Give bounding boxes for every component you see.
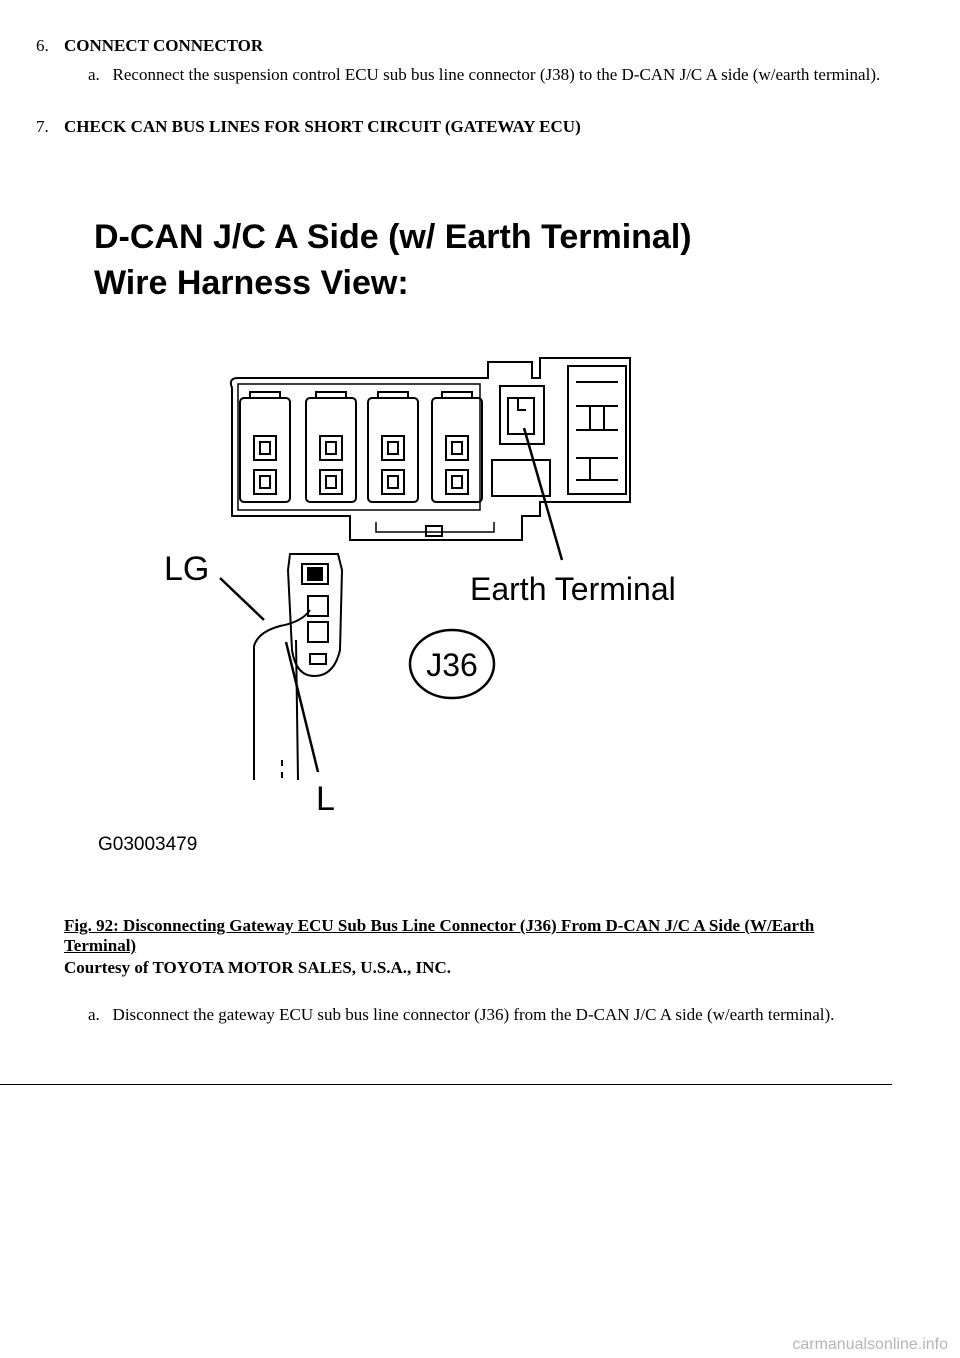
step-number: 7. bbox=[36, 117, 49, 136]
step-number: 6. bbox=[36, 36, 49, 55]
courtesy-line: Courtesy of TOYOTA MOTOR SALES, U.S.A., INC. bbox=[64, 958, 451, 977]
step-6-substep bbox=[88, 64, 894, 85]
wire-color-lg-label: LG bbox=[164, 550, 210, 588]
terminal-cavity-1 bbox=[240, 392, 290, 502]
figure-heading-1: D-CAN J/C A Side (w/ Earth Terminal) bbox=[94, 218, 692, 256]
connector-diagram bbox=[70, 170, 890, 890]
connector-id-label: J36 bbox=[426, 647, 478, 683]
earth-terminal-label: Earth Terminal bbox=[470, 571, 676, 607]
instruction-marker: a. bbox=[88, 1005, 100, 1024]
substep-text: Reconnect the suspension control ECU sub bus line connector (J38) to the D-CAN J/C A side (w/earth terminal). bbox=[112, 65, 881, 84]
side-block bbox=[568, 366, 626, 494]
wire-harness bbox=[254, 610, 310, 784]
junction-connector-housing bbox=[231, 358, 630, 540]
connector-figure bbox=[70, 170, 890, 890]
step-title: CHECK CAN BUS LINES FOR SHORT CIRCUIT (GATEWAY ECU) bbox=[64, 117, 581, 136]
terminal-cavity-3 bbox=[368, 392, 418, 502]
terminal-cavity-2 bbox=[306, 392, 356, 502]
wire-color-l-label: L bbox=[316, 780, 335, 818]
step-6-heading bbox=[36, 36, 263, 56]
figure-caption: Fig. 92: Disconnecting Gateway ECU Sub Bus Line Connector (J36) From D-CAN J/C A Side (W/Earth Terminal) bbox=[64, 916, 815, 955]
terminal-cavity-4 bbox=[432, 392, 482, 502]
instruction-text: Disconnect the gateway ECU sub bus line connector (J36) from the D-CAN J/C A side (w/earth terminal). bbox=[112, 1005, 835, 1024]
disconnect-instruction bbox=[88, 1004, 894, 1025]
watermark: carmanualsonline.info bbox=[792, 1336, 948, 1353]
figure-heading-2: Wire Harness View: bbox=[94, 264, 409, 302]
figure-code: G03003479 bbox=[98, 834, 198, 855]
step-7-heading bbox=[36, 117, 581, 137]
page-divider bbox=[0, 1084, 892, 1085]
step-title: CONNECT CONNECTOR bbox=[64, 36, 264, 55]
earth-terminal-cavity bbox=[492, 386, 550, 496]
substep-marker: a. bbox=[88, 65, 100, 84]
